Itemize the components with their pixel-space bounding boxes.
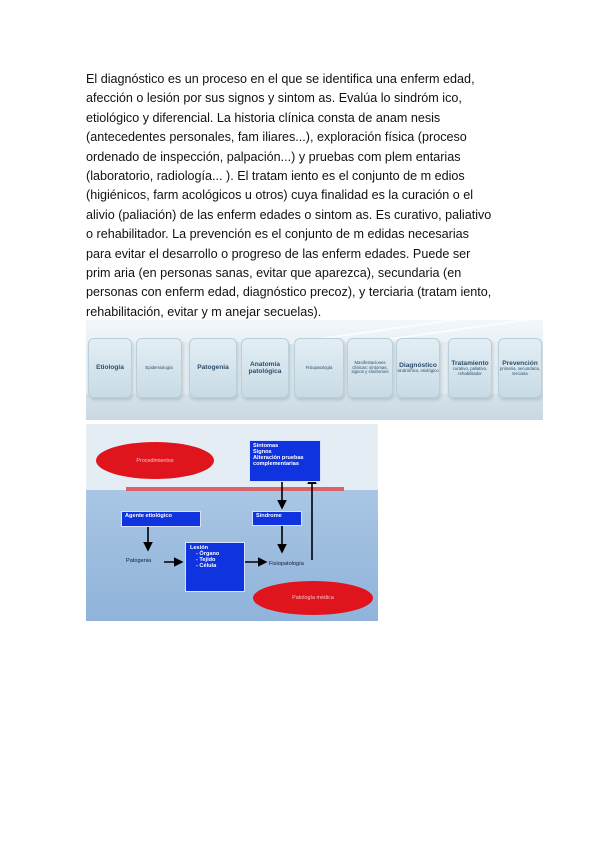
paragraph-line: alivio (paliación) de las enferm edades o sintom as. Es curativo, paliativo [86,207,492,222]
ellipse-procedimientos: Procedimientos [96,442,214,479]
flow-step-manifestaciones: Manifestaciones clínicas: síntomas, signos y síndromes [347,338,393,398]
paragraph-line: (antecedentes personales, fam iliares...), exploración física (proceso [86,130,467,145]
label-patogenia: Patogenia [126,558,152,564]
box-sindrome: Síndrome [252,511,302,526]
paragraph-line: (higiénicos, farm acológicos u otros) cuya finalidad es la curación o el [86,188,474,203]
paragraph-line: prim aria (en personas sanas, evitar que aparezca), secundaria (en [86,266,462,281]
flow-step-etiologia: Etiología [88,338,132,398]
flow-step-tratamiento: Tratamiento curativo, paliativo, rehabilitador [448,338,492,398]
paragraph-line: rehabilitación, evitar y m anejar secuelas). [86,304,322,319]
flow-step-prevencion: Prevención primaria, secundaria, terciaria [498,338,542,398]
paragraph-line: afección o lesión por sus signos y sintom as. Evalúa lo sindróm ico, [86,91,462,106]
process-flow-figure [86,320,543,420]
paragraph-line: para evitar el desarrollo o progreso de las enferm edades. Puede ser [86,246,471,261]
pathology-diagram [86,424,378,621]
ellipse-patologia-medica: Patología médica [253,581,373,615]
box-lesion: Lesión - Órgano - Tejido - Célula [185,542,245,592]
label-fisiopatologia: Fisiopatología [269,561,304,567]
box-manifestaciones: Síntomas Signos Alteración pruebas complementarias [249,440,321,482]
flow-step-diagnostico: Diagnóstico sindrómico, etiológico [396,338,440,398]
paragraph-line: (laboratorio, radiología... ). El tratam iento es el conjunto de m edios [86,169,465,184]
flow-step-epidemiologia: Epidemiología [136,338,182,398]
paragraph-line: ordenado de inspección, palpación...) y pruebas com plem entarias [86,149,461,164]
flow-step-patogenia: Patogenia [189,338,237,398]
paragraph-line: o rehabilitador. La prevención es el conjunto de m edidas necesarias [86,227,469,242]
paragraph-line: El diagnóstico es un proceso en el que se identifica una enferm edad, [86,72,475,86]
flow-step-fisiopatologia: Fisiopatología [294,338,344,398]
paragraph-line: etiológico y diferencial. La historia clínica consta de anam nesis [86,110,441,125]
paragraph-line: personas con enferm edad, diagnóstico precoz), y terciaria (tratam iento, [86,285,492,300]
flow-step-anatomia-patologica: Anatomía patológica [241,338,289,398]
body-paragraph [86,70,528,322]
box-agente-etiologico: Agente etiológico [121,511,201,527]
